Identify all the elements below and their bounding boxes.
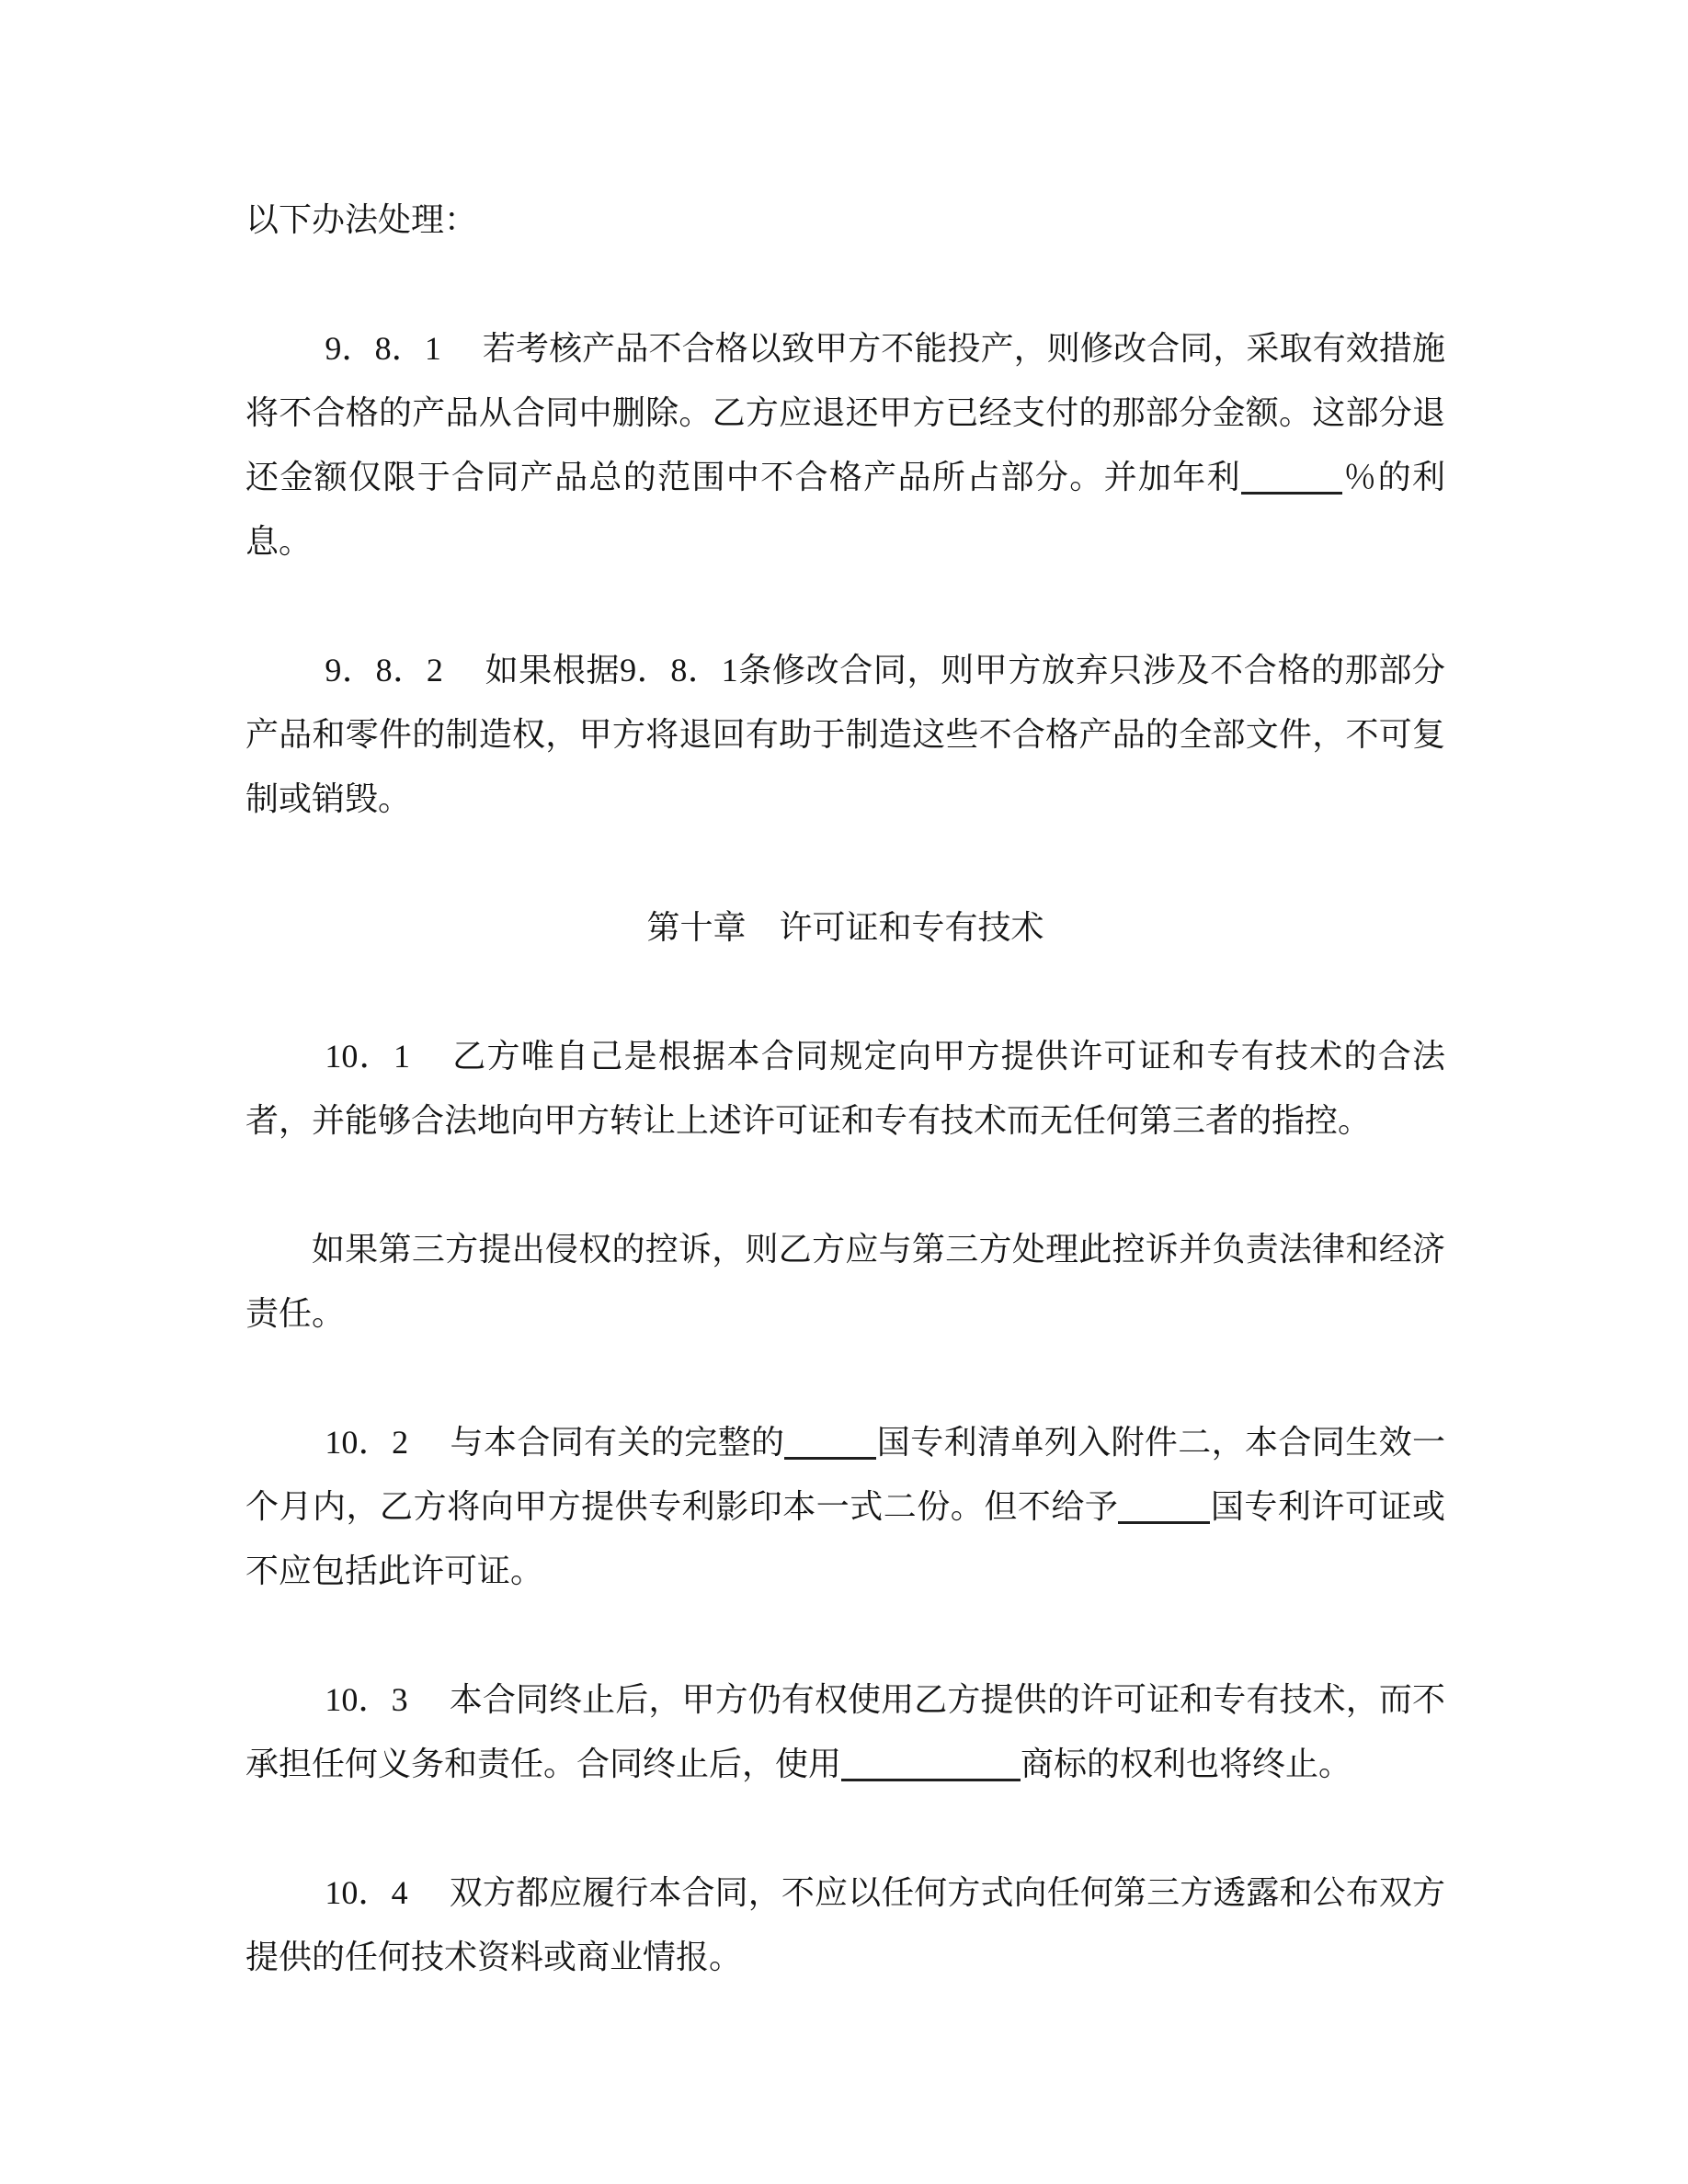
clause-9-8-2 [245, 638, 1445, 831]
clause-10-1 [245, 1024, 1445, 1153]
clause-10-2-text-3: 国专利许可证或不应包括此许可证。 [245, 1488, 1445, 1589]
infringement-paragraph [245, 1217, 1445, 1346]
chapter-10-heading-text: 第十章 许可证和专有技术 [646, 909, 1044, 946]
intro-line [245, 188, 1445, 252]
clause-9-8-2-number: 9．8．2 [325, 652, 443, 688]
clause-10-3-text-2: 商标的权利也将终止。 [1021, 1746, 1352, 1782]
clause-9-8-1-text-1: 若考核产品不合格以致甲方不能投产，则修改合同，采取有效措施将不合格的产品从合同中删除。乙方应退还甲方已经支付的那部分金额。这部分退还金额仅限于合同产品总的范围中不合格产品所占部分。并加年利 [245, 330, 1445, 495]
infringement-paragraph-text: 如果第三方提出侵权的控诉，则乙方应与第三方处理此控诉并负责法律和经济责任。 [245, 1231, 1445, 1332]
fill-in-blank-patent-country [784, 1433, 876, 1460]
clause-10-3-number: 10．3 [325, 1681, 408, 1718]
fill-in-blank-license-country [1118, 1497, 1210, 1524]
clause-9-8-1-text-2: ％的利息。 [245, 459, 1445, 560]
clause-10-4-number: 10．4 [325, 1874, 408, 1911]
fill-in-blank-interest-rate [1241, 468, 1342, 495]
clause-10-2 [245, 1410, 1445, 1603]
clause-10-3 [245, 1667, 1445, 1796]
clause-10-2-text-1: 与本合同有关的完整的 [450, 1424, 785, 1461]
fill-in-blank-trademark [841, 1755, 1021, 1781]
clause-10-1-number: 10．1 [325, 1038, 410, 1075]
clause-10-3-text-1: 本合同终止后，甲方仍有权使用乙方提供的许可证和专有技术，而不承担任何义务和责任。合同终止后，使用 [245, 1681, 1445, 1782]
clause-9-8-2-text: 如果根据9．8．1条修改合同，则甲方放弃只涉及不合格的那部分产品和零件的制造权，甲方将退回有助于制造这些不合格产品的全部文件，不可复制或销毁。 [245, 652, 1445, 817]
clause-10-2-number: 10．2 [325, 1424, 409, 1461]
chapter-10-heading [245, 895, 1445, 960]
clause-9-8-1-number: 9．8．1 [325, 330, 441, 367]
clause-10-4 [245, 1860, 1445, 1989]
clause-10-1-text: 乙方唯自己是根据本合同规定向甲方提供许可证和专有技术的合法者，并能够合法地向甲方转让上述许可证和专有技术而无任何第三者的指控。 [245, 1038, 1445, 1139]
clause-10-4-text: 双方都应履行本合同，不应以任何方式向任何第三方透露和公布双方提供的任何技术资料或商业情报。 [245, 1874, 1445, 1975]
clause-9-8-1 [245, 316, 1445, 574]
clause-10-2-text-2: 国专利清单列入附件二，本合同生效一个月内，乙方将向甲方提供专利影印本一式二份。但不给予 [245, 1424, 1445, 1525]
intro-text: 以下办法处理： [245, 201, 478, 238]
